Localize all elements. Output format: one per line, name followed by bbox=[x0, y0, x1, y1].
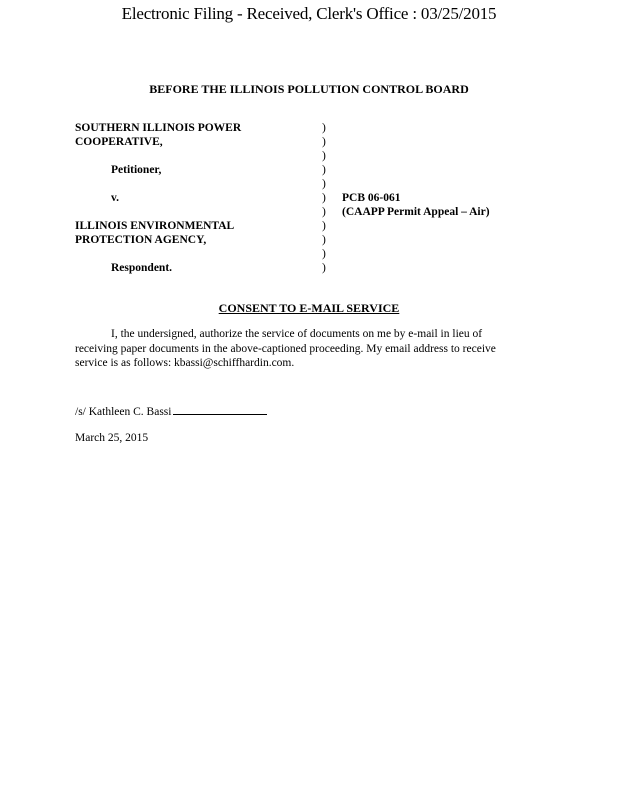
caption-paren: ) bbox=[322, 192, 326, 204]
caption-paren: ) bbox=[322, 150, 326, 162]
signature-block bbox=[75, 404, 267, 418]
signature-text: /s/ Kathleen C. Bassi bbox=[75, 406, 172, 418]
caption-paren: ) bbox=[322, 136, 326, 148]
petitioner-name-line-1: SOUTHERN ILLINOIS POWER bbox=[75, 122, 242, 134]
caption-paren: ) bbox=[322, 178, 326, 190]
consent-body: I, the undersigned, authorize the service of documents on me by e-mail in lieu of receiving paper documents in the above-captioned proceeding. My email address to receive service is as follows: kbassi@schiffhardin.com. bbox=[75, 328, 496, 369]
caption-paren: ) bbox=[322, 220, 326, 232]
signature-line bbox=[173, 404, 267, 415]
caption-paren: ) bbox=[322, 122, 326, 134]
petitioner-name-line-2: COOPERATIVE, bbox=[75, 136, 163, 148]
caption-paren: ) bbox=[322, 164, 326, 176]
filing-stamp: Electronic Filing - Received, Clerk's Office : 03/25/2015 bbox=[121, 4, 497, 23]
versus-label: v. bbox=[111, 192, 119, 204]
respondent-label: Respondent. bbox=[111, 262, 173, 274]
caption-paren: ) bbox=[322, 234, 326, 246]
case-type: (CAAPP Permit Appeal – Air) bbox=[342, 206, 490, 218]
petitioner-label: Petitioner, bbox=[111, 164, 162, 176]
caption-paren: ) bbox=[322, 248, 326, 260]
caption-paren: ) bbox=[322, 206, 326, 218]
caption-paren: ) bbox=[322, 262, 326, 274]
signature-date: March 25, 2015 bbox=[75, 432, 149, 444]
consent-title: CONSENT TO E-MAIL SERVICE bbox=[218, 301, 400, 315]
respondent-name-line-2: PROTECTION AGENCY, bbox=[75, 234, 207, 246]
case-number: PCB 06-061 bbox=[342, 192, 401, 204]
board-heading: BEFORE THE ILLINOIS POLLUTION CONTROL BOARD bbox=[149, 82, 469, 96]
respondent-name-line-1: ILLINOIS ENVIRONMENTAL bbox=[75, 220, 235, 232]
